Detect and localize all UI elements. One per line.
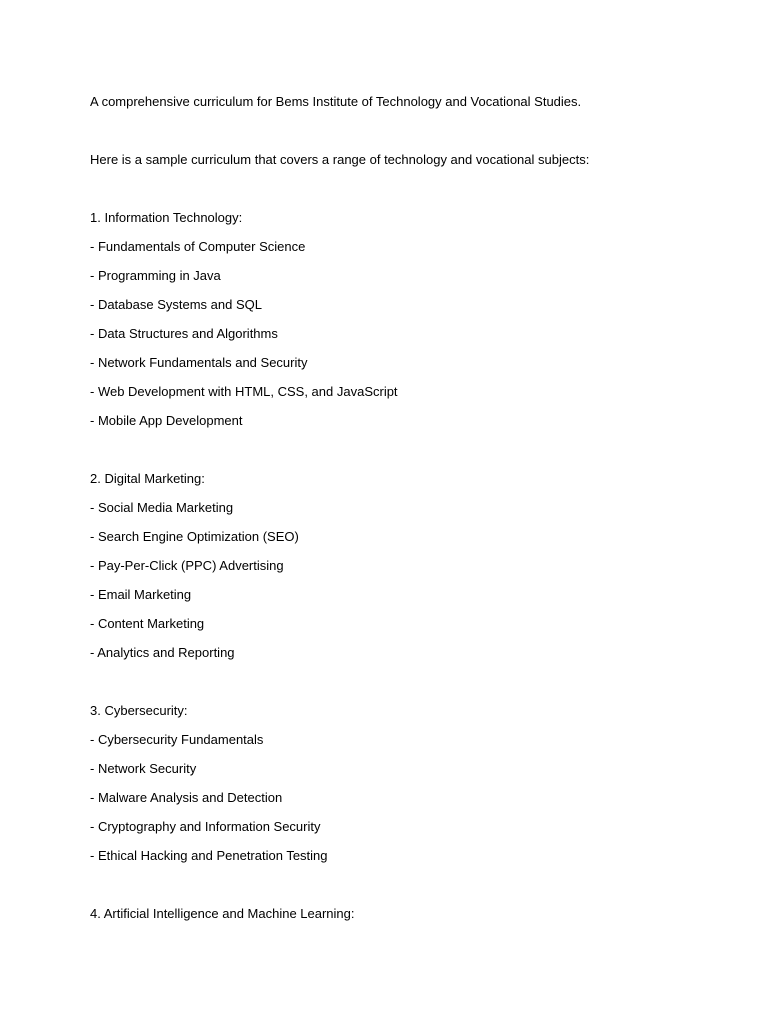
section-ai-ml	[90, 905, 710, 923]
list-item: - Network Fundamentals and Security	[90, 355, 308, 370]
list-item: - Web Development with HTML, CSS, and JavaScript	[90, 384, 398, 399]
list-item: - Social Media Marketing	[90, 500, 234, 515]
section-heading: 4. Artificial Intelligence and Machine Learning:	[90, 906, 355, 921]
list-item: - Mobile App Development	[90, 413, 243, 428]
section-heading: 1. Information Technology:	[90, 210, 243, 225]
list-item: - Content Marketing	[90, 616, 205, 631]
document-body	[90, 93, 710, 963]
list-item: - Malware Analysis and Detection	[90, 790, 283, 805]
list-item: - Cybersecurity Fundamentals	[90, 732, 264, 747]
list-item: - Data Structures and Algorithms	[90, 326, 278, 341]
list-item: - Database Systems and SQL	[90, 297, 262, 312]
list-item: - Search Engine Optimization (SEO)	[90, 529, 299, 544]
list-item: - Email Marketing	[90, 587, 192, 602]
section-item-list	[90, 731, 710, 865]
list-item: - Network Security	[90, 761, 197, 776]
list-item: - Ethical Hacking and Penetration Testing	[90, 848, 328, 863]
list-item: - Analytics and Reporting	[90, 645, 235, 660]
section-item-list	[90, 238, 710, 430]
list-item: - Pay-Per-Click (PPC) Advertising	[90, 558, 284, 573]
list-item: - Fundamentals of Computer Science	[90, 239, 306, 254]
list-item: - Cryptography and Information Security	[90, 819, 321, 834]
section-digital-marketing	[90, 470, 710, 662]
section-heading: 2. Digital Marketing:	[90, 471, 205, 486]
section-cybersecurity	[90, 702, 710, 865]
section-information-technology	[90, 209, 710, 430]
intro-paragraph: A comprehensive curriculum for Bems Institute of Technology and Vocational Studies.	[90, 94, 582, 109]
lead-paragraph: Here is a sample curriculum that covers a range of technology and vocational subjects:	[90, 152, 590, 167]
section-item-list	[90, 499, 710, 662]
list-item: - Programming in Java	[90, 268, 221, 283]
section-heading: 3. Cybersecurity:	[90, 703, 188, 718]
